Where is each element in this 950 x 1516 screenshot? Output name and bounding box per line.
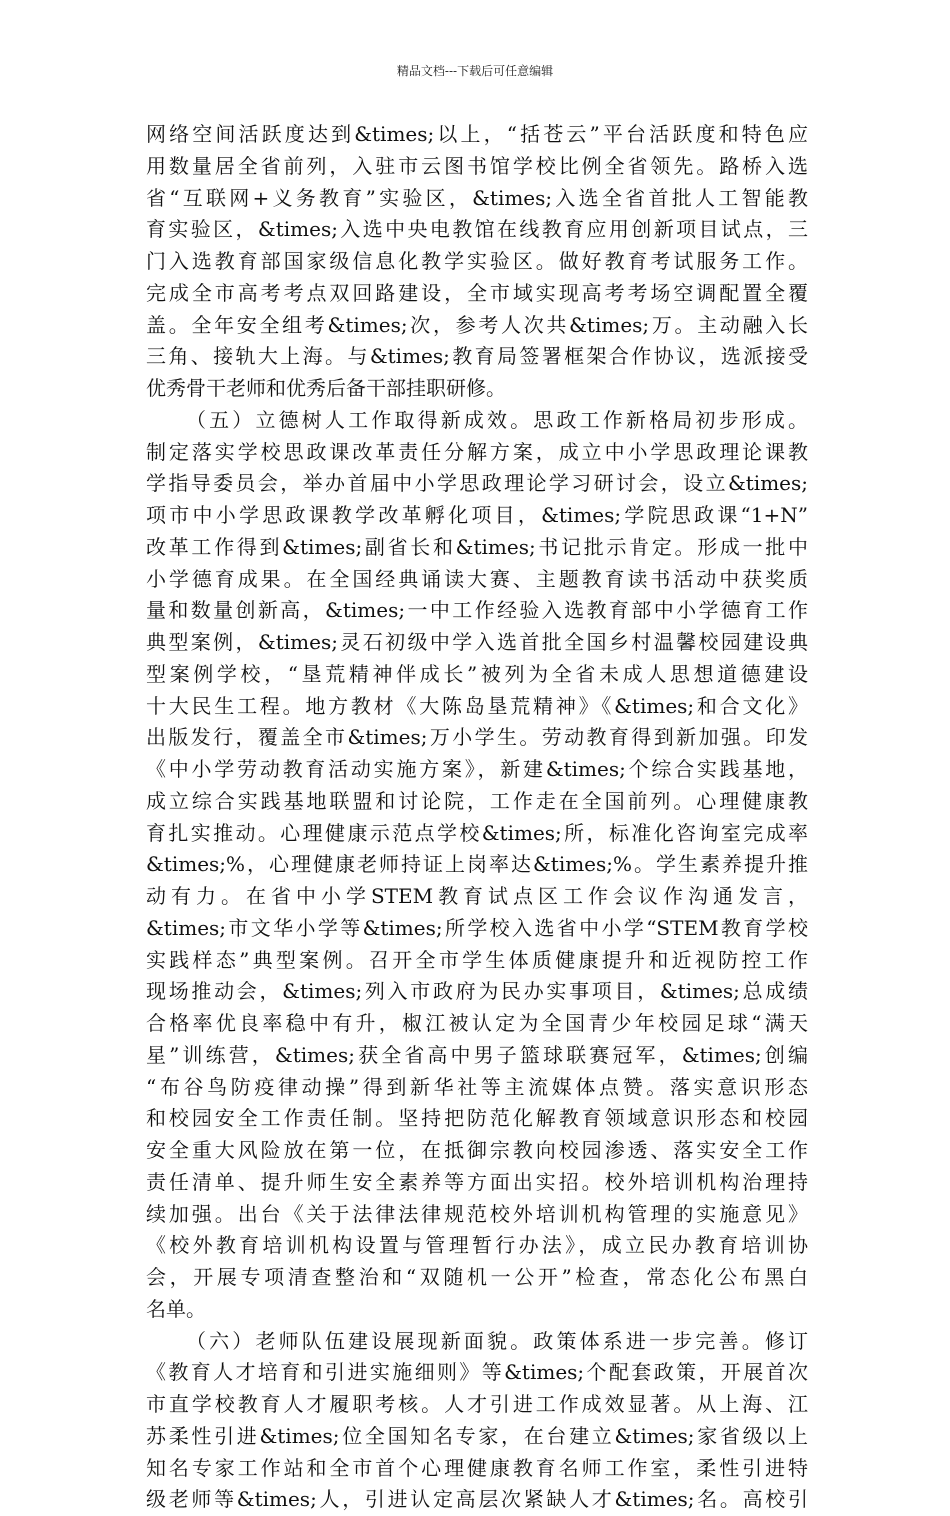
text-line: 项市中小学思政课教学改革孵化项目，&times;学院思政课“1+N” [146,503,808,527]
text-line: 典型案例，&times;灵石初级中学入选首批全国乡村温馨校园建设典 [146,630,808,654]
text-line: 责任清单、提升师生安全素养等方面出实招。校外培训机构治理持 [146,1169,808,1194]
text-line: 盖。全年安全组考&times;次，参考人次共&times;万。主动融入长 [146,312,808,337]
text-line: 网络空间活跃度达到&times;以上，“括苍云”平台活跃度和特色应 [146,122,808,146]
text-line: 优秀骨干老师和优秀后备干部挂职研修。 [146,376,506,400]
text-line: 动有力。在省中小学STEM教育试点区工作会议作沟通发言， [146,884,808,908]
text-line: 小学德育成果。在全国经典诵读大赛、主题教育读书活动中获奖质 [146,566,808,591]
text-line: 《教育人才培育和引进实施细则》等&times;个配套政策，开展首次 [146,1360,808,1385]
text-line: 续加强。出台《关于法律法律规范校外培训机构管理的实施意见》 [146,1201,808,1226]
text-line: 知名专家工作站和全市首个心理健康教育名师工作室，柔性引进特 [146,1455,808,1480]
text-line: 苏柔性引进&times;位全国知名专家，在台建立&times;家省级以上 [146,1423,808,1448]
text-line: 《校外教育培训机构设置与管理暂行办法》，成立民办教育培训协 [146,1233,808,1258]
text-line: 省“互联网+义务教育”实验区，&times;入选全省首批人工智能教 [146,185,808,210]
text-line: 育实验区，&times;入选中央电教馆在线教育应用创新项目试点，三 [146,217,808,242]
document-body [146,119,808,1516]
text-line: 三角、接轨大上海。与&times;教育局签署框架合作协议，选派接受 [146,344,808,369]
text-line: 育扎实推动。心理健康示范点学校&times;所，标准化咨询室完成率 [146,820,808,845]
text-line: 学指导委员会，举办首届中小学思政理论学习研讨会，设立&times; [146,471,808,496]
text-line: &times;%，心理健康老师持证上岗率达&times;%。学生素养提升推 [146,852,808,877]
text-line: 十大民生工程。地方教材《大陈岛垦荒精神》《&times;和合文化》 [146,693,808,718]
text-line: 门入选教育部国家级信息化教学实验区。做好教育考试服务工作。 [146,249,808,273]
text-line: 改革工作得到&times;副省长和&times;书记批示肯定。形成一批中 [146,534,808,559]
text-line: 星”训练营，&times;获全省高中男子篮球联赛冠军，&times;创编 [146,1042,808,1067]
text-line: 名单。 [146,1296,206,1321]
text-line: 级老师等&times;人，引进认定高层次紧缺人才&times;名。高校引 [146,1487,808,1512]
text-line: 实践样态”典型案例。召开全市学生体质健康提升和近视防控工作 [146,947,808,972]
text-line: 用数量居全省前列，入驻市云图书馆学校比例全省领先。路桥入选 [146,153,808,178]
text-line: 安全重大风险放在第一位，在抵御宗教向校园渗透、落实安全工作 [146,1138,808,1162]
text-line: 量和数量创新高，&times;一中工作经验入选教育部中小学德育工作 [146,598,808,623]
paragraph-first-line: （五）立德树人工作取得新成效。思政工作新格局初步形成。 [186,407,808,432]
text-line: 和校园安全工作责任制。坚持把防范化解教育领域意识形态和校园 [146,1106,808,1131]
text-line: 市直学校教育人才履职考核。人才引进工作成效显著。从上海、江 [146,1392,808,1416]
text-line: “布谷鸟防疫律动操”得到新华社等主流媒体点赞。落实意识形态 [146,1074,808,1099]
paragraph-first-line: （六）老师队伍建设展现新面貌。政策体系进一步完善。修订 [186,1328,808,1353]
text-line: 成立综合实践基地联盟和讨论院，工作走在全国前列。心理健康教 [146,788,808,813]
text-line: 《中小学劳动教育活动实施方案》，新建&times;个综合实践基地， [146,757,808,781]
text-line: 型案例学校，“垦荒精神伴成长”被列为全省未成人思想道德建设 [146,661,808,686]
text-line: 合格率优良率稳中有升，椒江被认定为全国青少年校园足球“满天 [146,1011,808,1035]
text-line: 出版发行，覆盖全市&times;万小学生。劳动教育得到新加强。印发 [146,725,808,750]
text-line: 会，开展专项清查整治和“双随机一公开”检查，常态化公布黑白 [146,1265,808,1289]
text-line: 制定落实学校思政课改革责任分解方案，成立中小学思政理论课教 [146,439,808,464]
page-header: 精品文档---下载后可任意编辑 [396,64,554,78]
text-line: 完成全市高考考点双回路建设，全市域实现高考考场空调配置全覆 [146,280,808,305]
text-line: 现场推动会，&times;列入市政府为民办实事项目，&times;总成绩 [146,979,808,1004]
text-line: &times;市文华小学等&times;所学校入选省中小学“STEM教育学校 [146,915,808,940]
